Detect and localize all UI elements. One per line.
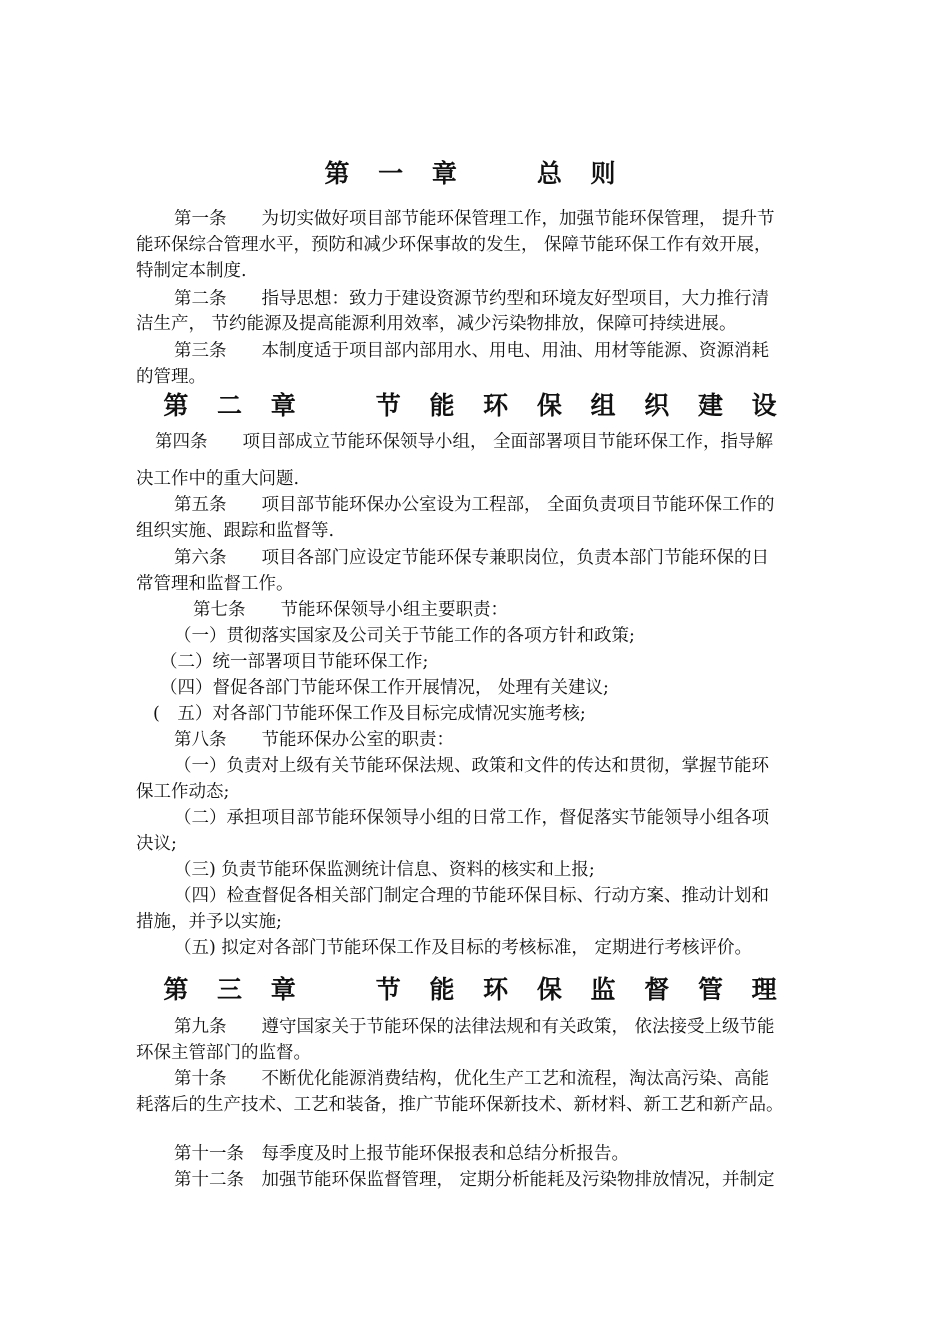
article-6-line-1: 第六条 项目各部门应设定节能环保专兼职岗位，负责本部门节能环保的日 <box>174 548 769 568</box>
article-7-item-2: （二）统一部署项目节能环保工作; <box>160 652 429 672</box>
article-7-line-1: 第七条 节能环保领导小组主要职责： <box>193 600 508 620</box>
article-1-line-3: 特制定本制度. <box>136 261 247 281</box>
article-5-line-1: 第五条 项目部节能环保办公室设为工程部， 全面负责项目节能环保工作的 <box>174 495 775 515</box>
chapter-2-title: 第 二 章 节 能 环 保 组 织 建 设 <box>163 391 787 420</box>
article-8-item-3: （三) 负责节能环保监测统计信息、资料的核实和上报; <box>174 860 595 880</box>
article-2-line-1: 第二条 指导思想：致力于建设资源节约型和环境友好型项目，大力推行清 <box>174 289 769 309</box>
chapter-1-title: 第 一 章 总 则 <box>324 159 626 188</box>
article-6-line-2: 常管理和监督工作。 <box>136 574 294 594</box>
article-1-line-1: 第一条 为切实做好项目部节能环保管理工作，加强节能环保管理， 提升节 <box>174 209 775 229</box>
article-9-line-1: 第九条 遵守国家关于节能环保的法律法规和有关政策， 依法接受上级节能 <box>174 1017 775 1037</box>
article-7-item-4: （四）督促各部门节能环保工作开展情况， 处理有关建议; <box>160 678 609 698</box>
article-1-line-2: 能环保综合管理水平，预防和减少环保事故的发生， 保障节能环保工作有效开展， <box>136 235 772 255</box>
article-8-item-4-line-1: （四）检查督促各相关部门制定合理的节能环保目标、行动方案、推动计划和 <box>174 886 769 906</box>
article-10-line-1: 第十条 不断优化能源消费结构，优化生产工艺和流程，淘汰高污染、高能 <box>174 1069 769 1089</box>
article-2-line-2: 洁生产， 节约能源及提高能源利用效率，减少污染物排放，保障可持续进展。 <box>136 314 737 334</box>
article-3-line-2: 的管理。 <box>136 367 206 387</box>
article-8-item-4-line-2: 措施，并予以实施; <box>136 912 282 932</box>
article-7-item-1: （一）贯彻落实国家及公司关于节能工作的各项方针和政策; <box>174 626 635 646</box>
article-11-line-1: 第十一条 每季度及时上报节能环保报表和总结分析报告。 <box>174 1144 629 1164</box>
chapter-3-title: 第 三 章 节 能 环 保 监 督 管 理 <box>163 975 787 1004</box>
article-8-item-2-line-1: （二）承担项目部节能环保领导小组的日常工作，督促落实节能领导小组各项 <box>174 808 769 828</box>
article-8-item-1-line-1: （一）负责对上级有关节能环保法规、政策和文件的传达和贯彻，掌握节能环 <box>174 756 769 776</box>
article-4-line-1: 第四条 项目部成立节能环保领导小组， 全面部署项目节能环保工作，指导解 <box>155 432 774 452</box>
article-3-line-1: 第三条 本制度适于项目部内部用水、用电、用油、用材等能源、资源消耗 <box>174 341 769 361</box>
article-10-line-2: 耗落后的生产技术、工艺和装备，推广节能环保新技术、新材料、新工艺和新产品。 <box>136 1095 784 1115</box>
article-7-item-5: ( 五）对各部门节能环保工作及目标完成情况实施考核; <box>153 704 586 724</box>
article-9-line-2: 环保主管部门的监督。 <box>136 1043 311 1063</box>
article-8-item-5: （五) 拟定对各部门节能环保工作及目标的考核标准， 定期进行考核评价。 <box>174 938 752 958</box>
article-8-item-1-line-2: 保工作动态; <box>136 782 230 802</box>
article-8-line-1: 第八条 节能环保办公室的职责： <box>174 730 454 750</box>
article-8-item-2-line-2: 决议; <box>136 834 177 854</box>
article-12-line-1: 第十二条 加强节能环保监督管理， 定期分析能耗及污染物排放情况，并制定 <box>174 1170 775 1190</box>
article-4-line-2: 决工作中的重大问题. <box>136 469 300 489</box>
article-5-line-2: 组织实施、跟踪和监督等. <box>136 521 335 541</box>
